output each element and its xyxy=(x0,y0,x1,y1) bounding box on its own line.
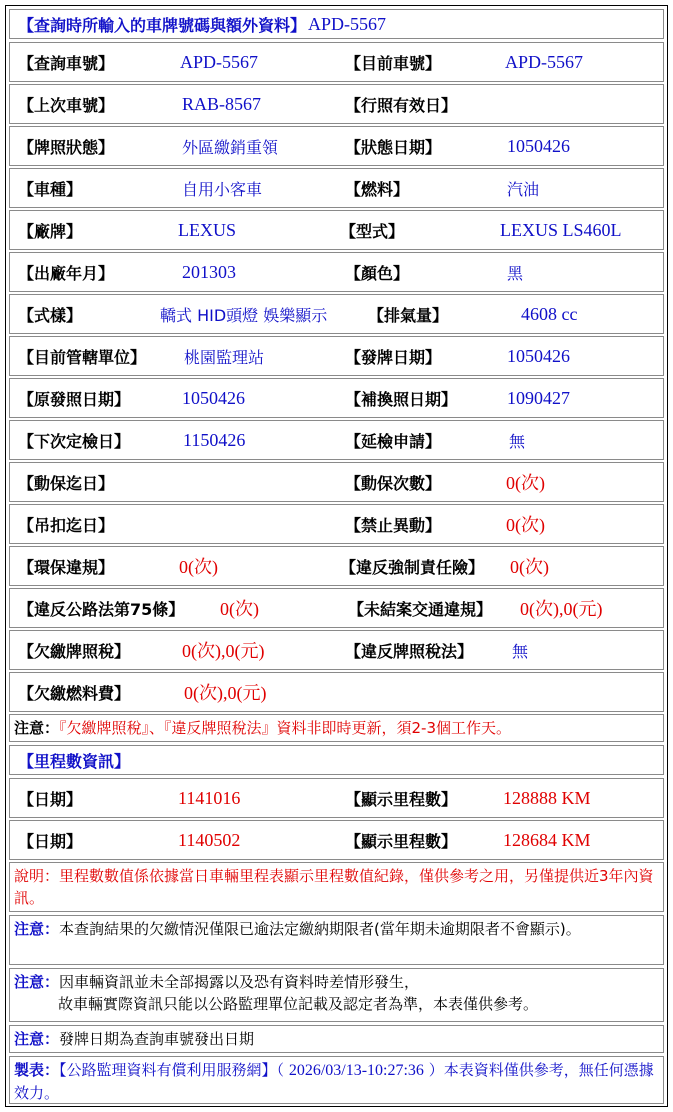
mileage-note xyxy=(9,862,664,912)
disclosure-notice-line2: 故車輛實際資訊只能以公路監理單位記載及認定者為準，本表僅供參考。 xyxy=(58,995,539,1013)
insurance-violation-value: 0(次) xyxy=(510,557,549,577)
info-row xyxy=(9,294,664,334)
tax-notice-text: 『欠繳牌照稅』、『違反牌照稅法』資料非即時更新，須2-3個工作天。 xyxy=(59,719,512,737)
mileage-note-text: 說明：里程數數值係依據當日車輛里程表顯示里程數值紀錄，僅供參考之用，另僅提供近3年內資訊。 xyxy=(14,867,654,907)
transfer-ban-value: 0(次) xyxy=(506,515,545,535)
mileage-km-label: 【顯示里程數】 xyxy=(345,831,458,851)
color-label: 【顏色】 xyxy=(345,263,410,283)
info-row xyxy=(9,420,664,460)
fuel-value: 汽油 xyxy=(507,179,540,199)
tax-update-notice xyxy=(9,714,664,742)
query-header-label: 【查詢時所輸入的車牌號碼與額外資料】 xyxy=(18,15,307,35)
disclosure-notice xyxy=(9,968,664,1022)
info-row xyxy=(9,42,664,82)
style-label: 【式樣】 xyxy=(18,305,83,325)
jurisdiction-label: 【目前管轄單位】 xyxy=(18,347,147,367)
traffic-unsettled-value: 0(次),0(元) xyxy=(520,599,603,619)
info-row xyxy=(9,378,664,418)
insurance-violation-label: 【違反強制責任險】 xyxy=(340,557,485,577)
report-footer xyxy=(9,1056,664,1104)
mileage-title: 【里程數資訊】 xyxy=(18,751,131,771)
footer-timestamp: 2026/03/13-10:27:36 xyxy=(288,1062,424,1079)
info-row xyxy=(9,84,664,124)
inspection-extension-value: 無 xyxy=(509,431,526,451)
overdue-notice-text: 本查詢結果的欠繳情況僅限已逾法定繳納期限者(當年期未逾期限者不會顯示)。 xyxy=(59,920,581,938)
footer-source: 【公路監理資料有償利用服務網】 xyxy=(59,1061,277,1079)
info-row xyxy=(9,672,664,712)
traffic-unsettled-label: 【未結案交通違規】 xyxy=(348,599,493,619)
tax-notice-key: 注意： xyxy=(14,719,60,737)
status-date-value: 1050426 xyxy=(507,135,570,156)
issue-date-value: 1050426 xyxy=(507,345,570,366)
disclosure-notice-line1: 因車輛資訊並未全部揭露以及恐有資料時差情形發生， xyxy=(59,973,420,991)
query-plate-value: APD-5567 xyxy=(180,51,259,72)
info-row xyxy=(9,546,664,586)
highway-art75-label: 【違反公路法第75條】 xyxy=(18,599,185,619)
info-row xyxy=(9,630,664,670)
footer-paren-open: （ xyxy=(276,1061,289,1079)
previous-plate-value: RAB-8567 xyxy=(182,93,262,114)
mileage-header-row xyxy=(9,745,664,775)
info-row xyxy=(9,126,664,166)
fuel-fee-owed-value: 0(次),0(元) xyxy=(184,683,267,703)
footer-text: 本表資料僅供參考，無任何憑據效力。 xyxy=(14,1061,654,1102)
jurisdiction-value: 桃園監理站 xyxy=(184,347,265,367)
mobility-count-label: 【動保次數】 xyxy=(345,473,442,493)
original-license-date-value: 1050426 xyxy=(182,387,245,408)
license-tax-owed-label: 【欠繳牌照稅】 xyxy=(18,641,131,661)
mileage-km-value: 128684 KM xyxy=(503,829,591,850)
query-plate-label: 【查詢車號】 xyxy=(18,53,115,73)
plate-status-label: 【牌照狀態】 xyxy=(18,137,115,157)
info-row xyxy=(9,168,664,208)
model-value: LEXUS LS460L xyxy=(500,219,622,240)
license-tax-owed-value: 0(次),0(元) xyxy=(182,641,265,661)
mileage-row xyxy=(9,778,664,818)
mileage-date-value: 1141016 xyxy=(178,787,241,808)
disclosure-notice-key: 注意： xyxy=(14,973,60,991)
original-license-date-label: 【原發照日期】 xyxy=(18,389,131,409)
color-value: 黑 xyxy=(507,263,524,283)
license-tax-law-label: 【違反牌照稅法】 xyxy=(345,641,474,661)
overdue-notice xyxy=(9,915,664,965)
info-row xyxy=(9,210,664,250)
footer-key: 製表： xyxy=(14,1061,60,1079)
mileage-km-label: 【顯示里程數】 xyxy=(345,789,458,809)
mileage-date-label: 【日期】 xyxy=(18,831,83,851)
license-tax-law-value: 無 xyxy=(512,641,529,661)
inspection-extension-label: 【延檢申請】 xyxy=(345,431,442,451)
next-inspection-label: 【下次定檢日】 xyxy=(18,431,131,451)
highway-art75-value: 0(次) xyxy=(220,599,259,619)
info-row xyxy=(9,336,664,376)
reissue-date-label: 【補換照日期】 xyxy=(345,389,458,409)
brand-label: 【廠牌】 xyxy=(18,221,83,241)
reissue-date-value: 1090427 xyxy=(507,387,570,408)
current-plate-value: APD-5567 xyxy=(505,51,584,72)
mobility-deadline-label: 【動保迄日】 xyxy=(18,473,115,493)
manufacture-date-label: 【出廠年月】 xyxy=(18,263,115,283)
suspension-deadline-label: 【吊扣迄日】 xyxy=(18,515,115,535)
vehicle-report-sheet xyxy=(5,5,668,1107)
plate-status-value: 外區繳銷重領 xyxy=(182,137,279,157)
previous-plate-label: 【上次車號】 xyxy=(18,95,115,115)
info-row xyxy=(9,462,664,502)
overdue-notice-key: 注意： xyxy=(14,920,60,938)
displacement-value: 4608 cc xyxy=(521,303,578,324)
footer-paren-close: ） xyxy=(423,1061,444,1079)
license-valid-label: 【行照有效日】 xyxy=(345,95,458,115)
style-value: 轎式 HID頭燈 娛樂顯示 xyxy=(160,305,328,325)
brand-value: LEXUS xyxy=(178,219,236,240)
mileage-km-value: 128888 KM xyxy=(503,787,591,808)
issue-date-label: 【發牌日期】 xyxy=(345,347,442,367)
transfer-ban-label: 【禁止異動】 xyxy=(345,515,442,535)
query-header-row xyxy=(9,9,664,39)
issue-date-notice-key: 注意： xyxy=(14,1030,60,1048)
env-violation-value: 0(次) xyxy=(179,557,218,577)
next-inspection-value: 1150426 xyxy=(183,429,246,450)
manufacture-date-value: 201303 xyxy=(182,261,236,282)
issue-date-notice xyxy=(9,1025,664,1053)
vehicle-type-value: 自用小客車 xyxy=(182,179,263,199)
mileage-row xyxy=(9,820,664,860)
info-row xyxy=(9,588,664,628)
env-violation-label: 【環保違規】 xyxy=(18,557,115,577)
query-header-plate: APD-5567 xyxy=(308,13,387,34)
mileage-date-label: 【日期】 xyxy=(18,789,83,809)
mileage-date-value: 1140502 xyxy=(178,829,241,850)
info-row xyxy=(9,252,664,292)
info-row xyxy=(9,504,664,544)
status-date-label: 【狀態日期】 xyxy=(345,137,442,157)
issue-date-notice-text: 發牌日期為查詢車號發出日期 xyxy=(59,1030,255,1048)
fuel-label: 【燃料】 xyxy=(345,179,410,199)
current-plate-label: 【目前車號】 xyxy=(345,53,442,73)
mobility-count-value: 0(次) xyxy=(506,473,545,493)
vehicle-type-label: 【車種】 xyxy=(18,179,83,199)
fuel-fee-owed-label: 【欠繳燃料費】 xyxy=(18,683,131,703)
displacement-label: 【排氣量】 xyxy=(368,305,449,325)
model-label: 【型式】 xyxy=(340,221,405,241)
